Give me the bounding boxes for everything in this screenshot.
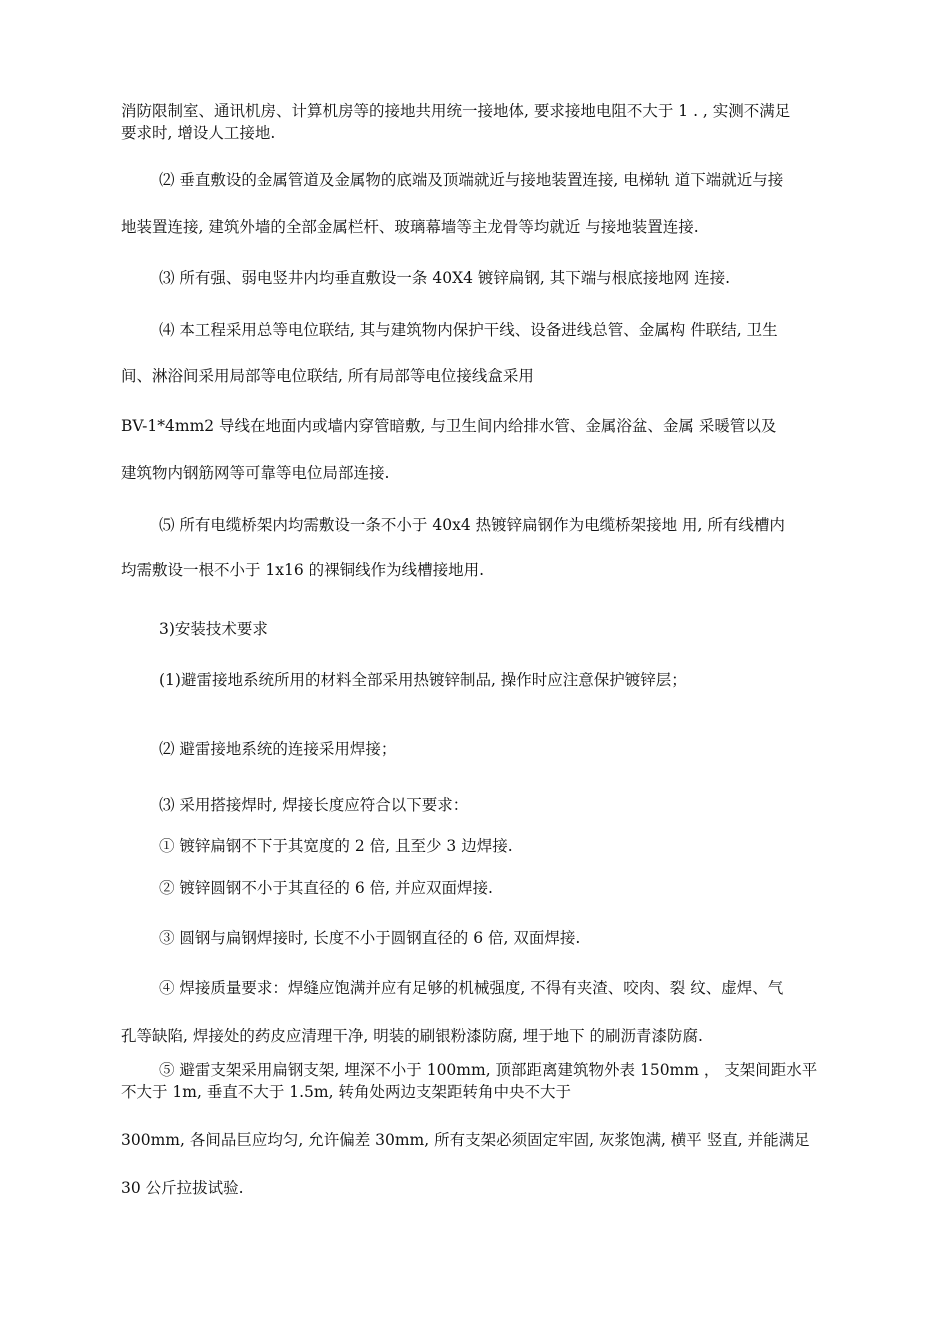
text-line: ⑵ 垂直敷设的金属管道及金属物的底端及顶端就近与接地装置连接, 电梯轨 道下端就近与接 xyxy=(159,171,784,189)
text-line: 消防限制室、通讯机房、计算机房等的接地共用统一接地体, 要求接地电阻不大于 1 . , 实测不满足 xyxy=(121,102,791,120)
text-line: 间、淋浴间采用局部等电位联结, 所有局部等电位接线盒采用 xyxy=(121,367,534,385)
list-item: ⑤ 避雷支架采用扁钢支架, 埋深不小于 100mm, 顶部距离建筑物外表 150mm ， 支架间距水平 xyxy=(159,1061,818,1079)
text-line: (1)避雷接地系统所用的材料全部采用热镀锌制品, 操作时应注意保护镀锌层； xyxy=(159,671,687,689)
list-item: ① 镀锌扁钢不下于其宽度的 2 倍, 且至少 3 边焊接. xyxy=(159,837,513,855)
text-line: 30 公斤拉拔试验. xyxy=(121,1179,244,1197)
text-line: ⑷ 本工程采用总等电位联结, 其与建筑物内保护干线、设备进线总管、金属构 件联结, 卫生 xyxy=(159,321,778,339)
text-line: 300mm, 各间品巨应均匀, 允许偏差 30mm, 所有支架必须固定牢固, 灰浆饱满, 横平 竖直, 并能满足 xyxy=(121,1131,810,1149)
text-line: 地装置连接, 建筑外墙的全部金属栏杆、玻璃幕墙等主龙骨等均就近 与接地装置连接. xyxy=(121,218,699,236)
text-line: BV-1*4mm2 导线在地面内或墙内穿管暗敷, 与卫生间内给排水管、金属浴盆、金属 采暖管以及 xyxy=(121,417,777,435)
list-item: ④ 焊接质量要求：焊缝应饱满并应有足够的机械强度, 不得有夹渣、咬肉、裂 纹、虚焊、气 xyxy=(159,979,784,997)
text-line: 不大于 1m, 垂直不大于 1.5m, 转角处两边支架距转角中央不大于 xyxy=(121,1083,571,1101)
list-item: ③ 圆钢与扁钢焊接时, 长度不小于圆钢直径的 6 倍, 双面焊接. xyxy=(159,929,581,947)
text-line: ⑵ 避雷接地系统的连接采用焊接； xyxy=(159,740,397,758)
text-line: ⑶ 所有强、弱电竖井内均垂直敷设一条 40X4 镀锌扁钢, 其下端与根底接地网 连接. xyxy=(159,269,731,287)
text-line: ⑸ 所有电缆桥架内均需敷设一条不小于 40x4 热镀锌扁钢作为电缆桥架接地 用, 所有线槽内 xyxy=(159,516,785,534)
text-line: 建筑物内钢筋网等可靠等电位局部连接. xyxy=(121,464,390,482)
list-item: ② 镀锌圆钢不小于其直径的 6 倍, 并应双面焊接. xyxy=(159,879,493,897)
section-heading: 3)安装技术要求 xyxy=(159,620,268,638)
text-line: 均需敷设一根不小于 1x16 的裸铜线作为线槽接地用. xyxy=(121,561,485,579)
text-line: ⑶ 采用搭接焊时, 焊接长度应符合以下要求： xyxy=(159,796,469,814)
text-line: 要求时, 增设人工接地. xyxy=(121,124,276,142)
text-line: 孔等缺陷, 焊接处的药皮应清理干净, 明装的刷银粉漆防腐, 埋于地下 的刷沥青漆防腐. xyxy=(121,1027,703,1045)
